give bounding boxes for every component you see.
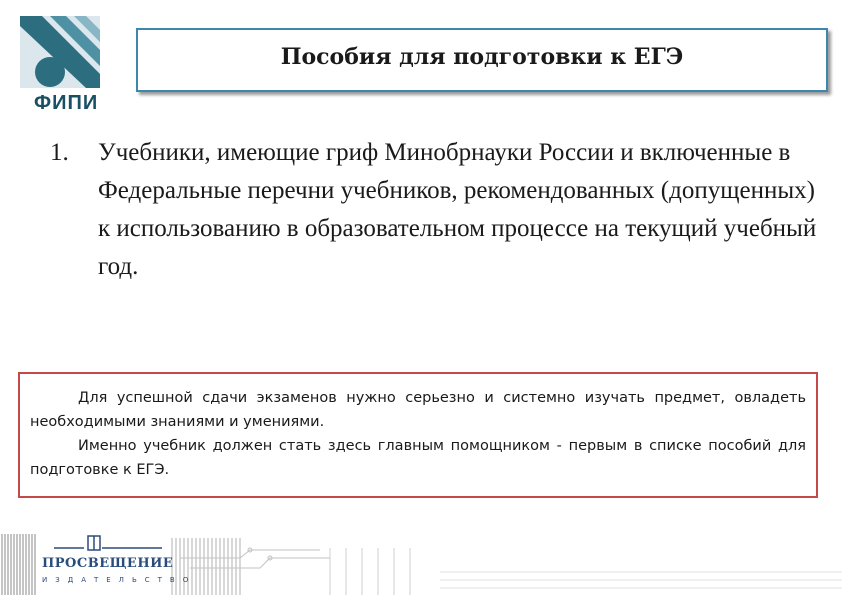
list-item-text: Учебники, имеющие гриф Минобрнауки России и включенные в Федеральные перечни учебников, рекомендованных (допущенных) к использованию в образовательном процессе на текущий учебный год. [98, 139, 817, 280]
fipi-logo-text: ФИПИ [34, 92, 99, 114]
publisher-name: ПРОСВЕЩЕНИЕ [42, 556, 174, 571]
page-title: Пособия для подготовки к ЕГЭ [280, 44, 684, 70]
note-box [18, 372, 818, 498]
note-paragraph-1: Для успешной сдачи экзаменов нужно серьезно и системно изучать предмет, овладеть необходимыми знаниями и умениями. [30, 390, 806, 430]
list-item-number: 1. [50, 139, 69, 166]
note-paragraph-2: Именно учебник должен стать здесь главным помощником - первым в списке пособий для подготовке к ЕГЭ. [30, 438, 806, 478]
title-box [136, 28, 828, 92]
publisher-subtitle: ИЗДАТЕЛЬСТВО [42, 576, 197, 584]
